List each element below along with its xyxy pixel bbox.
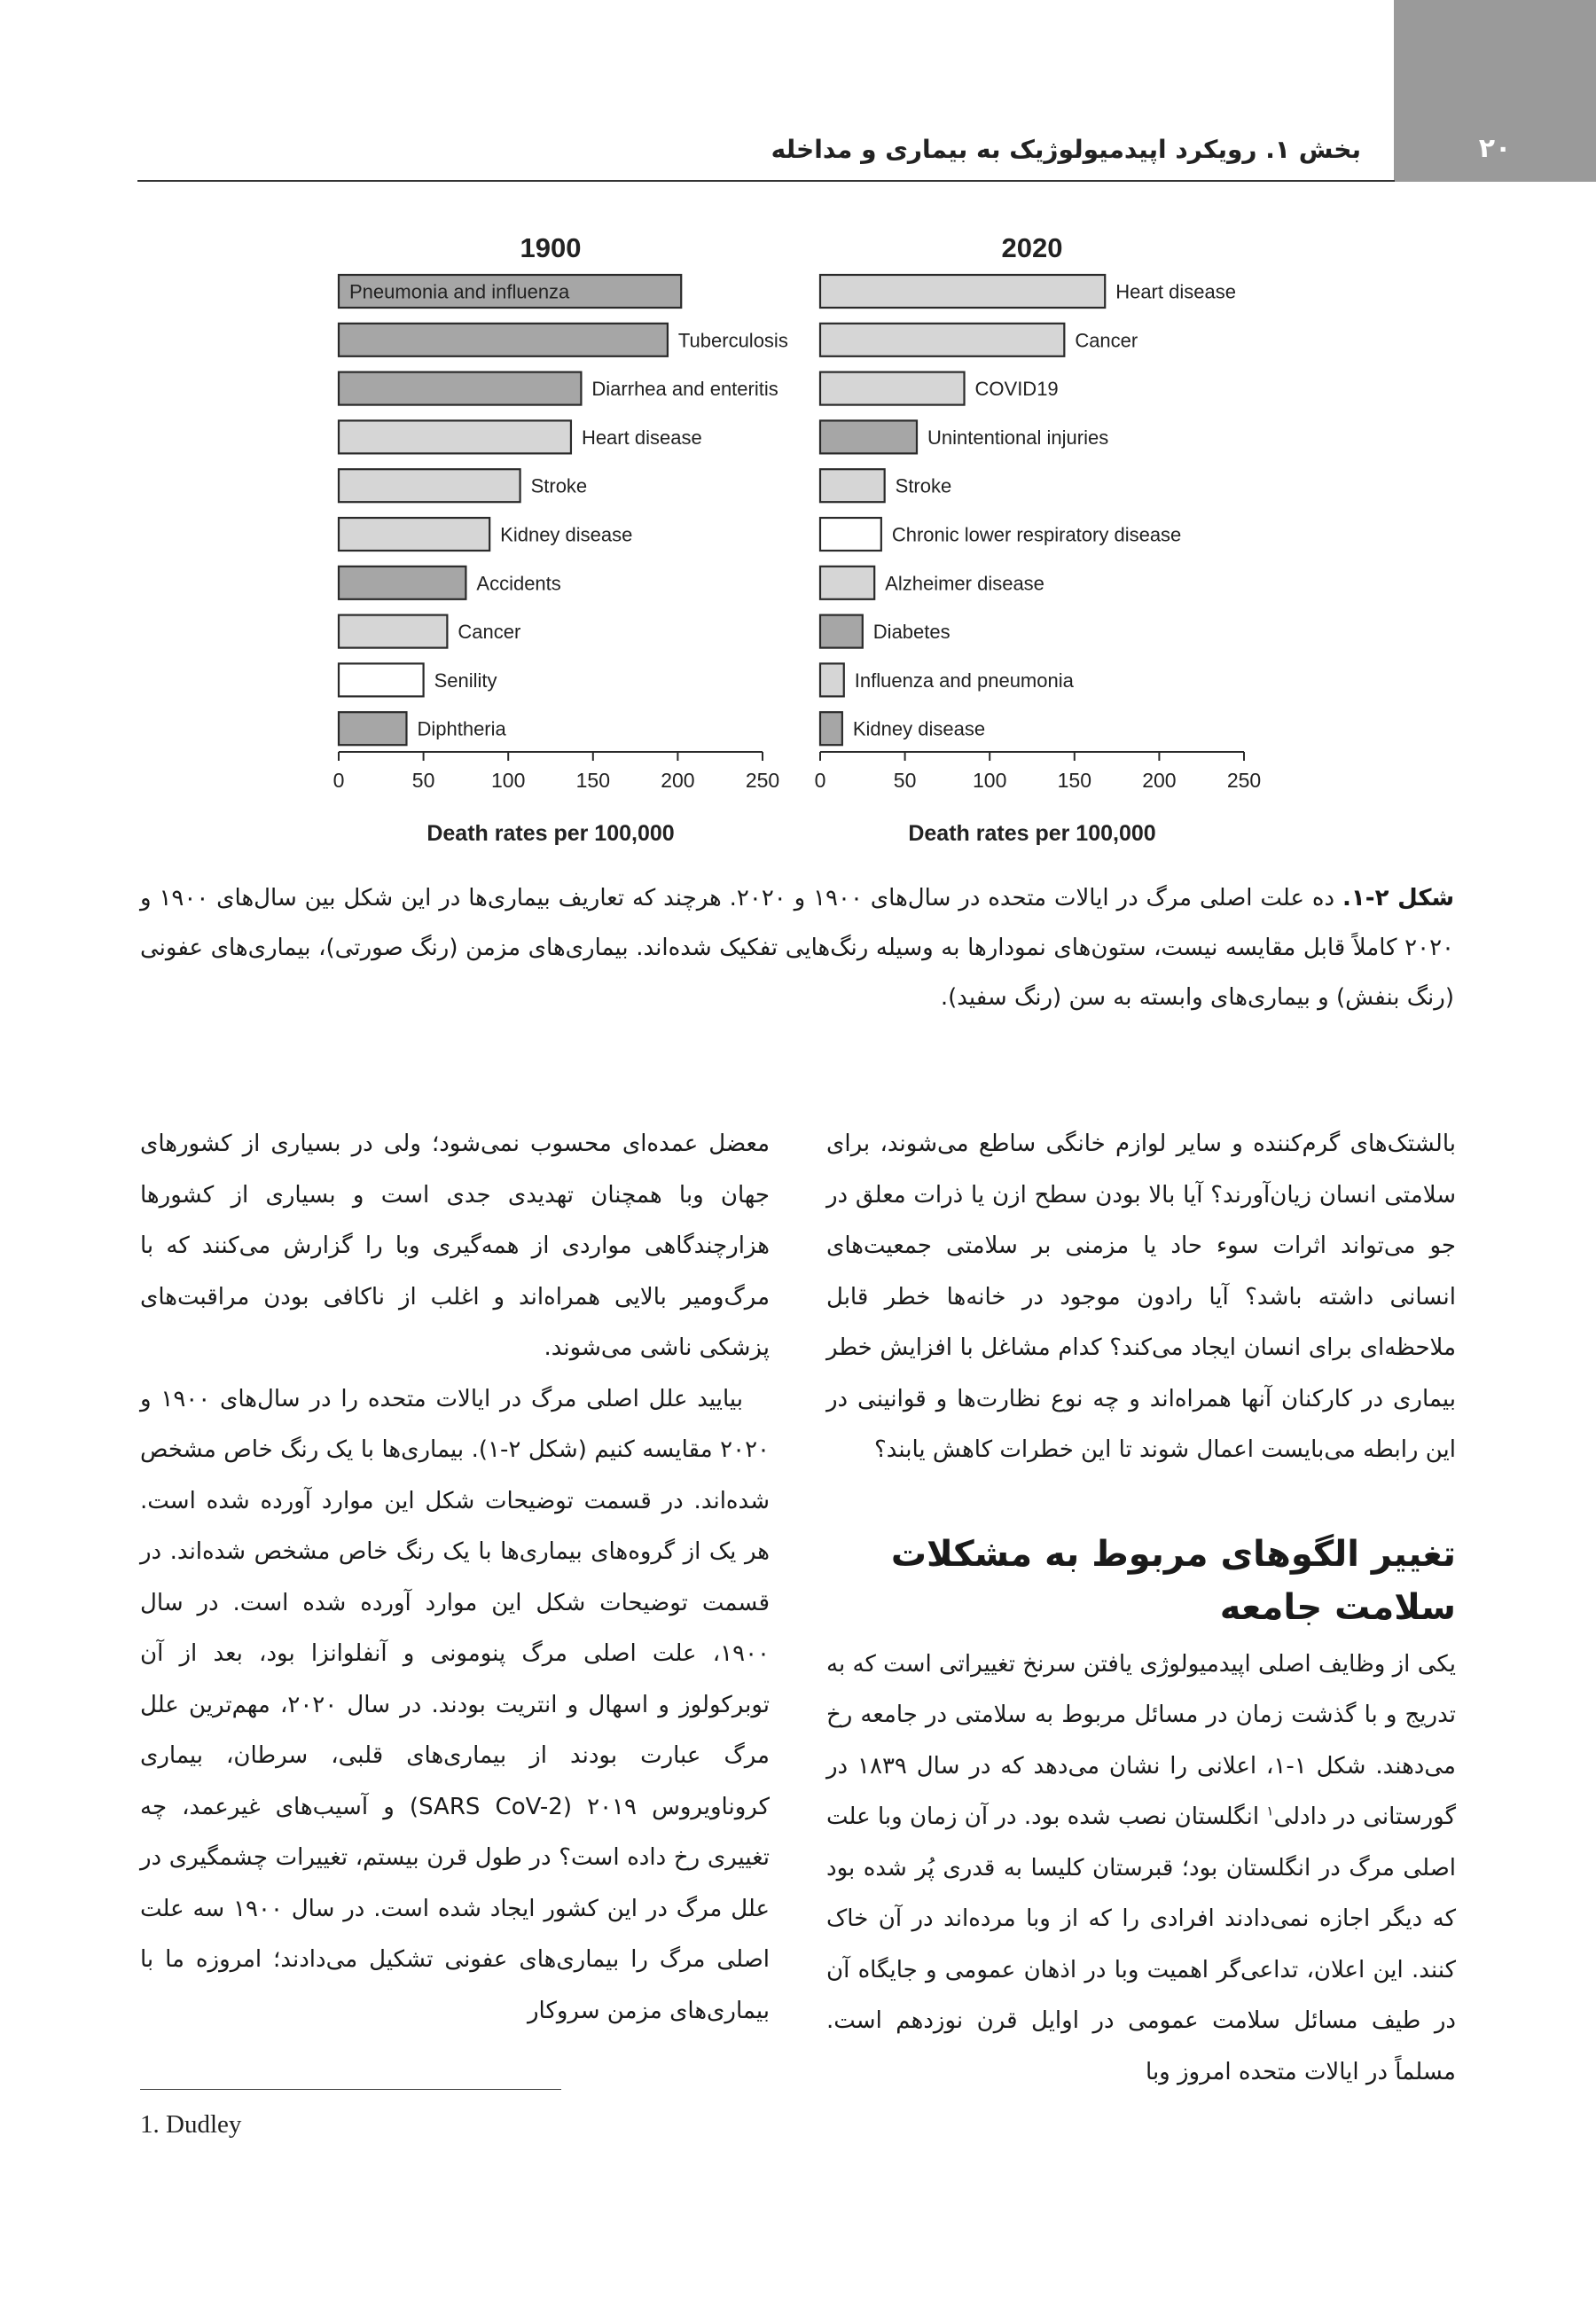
bar-label: Kidney disease (852, 717, 986, 740)
header-rule (137, 180, 1395, 182)
x-tick-label: 150 (1057, 769, 1091, 792)
x-tick-label: 200 (661, 769, 695, 792)
bar (339, 567, 466, 599)
x-tick-label: 50 (411, 769, 435, 792)
caption-label: شکل ۲-۱. (1342, 885, 1455, 911)
footnote-rule (140, 2089, 561, 2090)
bar-label: Cancer (1075, 329, 1138, 352)
bar (820, 567, 874, 599)
bar (820, 372, 965, 405)
section-heading: تغییر الگوهای مربوط به مشکلات سلامت جامعه (890, 1533, 1456, 1628)
bar (339, 372, 581, 405)
paragraph: معضل عمده‌ای محسوب نمی‌شود؛ ولی در بسیاری از کشورهای جهان وبا همچنان تهدیدی جدی است و بسیاری از کشورها هزارچندگاهی مواردی از همه‌گیری وبا را گزارش می‌کنند که با مرگ‌ومیر بالایی همراه‌اند و اغلب از ناکافی بودن مراقبت‌های پزشکی ناشی می‌شوند. (140, 1130, 770, 1361)
bar-label: Heart disease (581, 426, 702, 449)
x-tick-label: 200 (1142, 769, 1177, 792)
paragraph (826, 1639, 1456, 2099)
bar (339, 420, 571, 453)
caption-text: ده علت اصلی مرگ در ایالات متحده در سال‌های ۱۹۰۰ و ۲۰۲۰. هرچند که تعاریف بیماری‌ها در این شکل بین سال‌های ۱۹۰۰ و ۲۰۲۰ کاملاً قابل مقایسه نیست، ستون‌های نمودارها به وسیله رنگ‌هایی تفکیک شده‌اند. بیماری‌های مزمن (رنگ صورتی)، بیماری‌های عفونی (رنگ بنفش) و بیماری‌های وابسته به سن (رنگ سفید). (140, 885, 1454, 1011)
x-tick-label: 150 (575, 769, 610, 792)
x-tick-label: 100 (973, 769, 1007, 792)
bar-label: Diarrhea and enteritis (591, 378, 778, 401)
bar-label: Unintentional injuries (927, 426, 1109, 449)
x-tick-label: 50 (893, 769, 917, 792)
bar-label: Senility (434, 669, 497, 692)
bar-label: Chronic lower respiratory disease (891, 523, 1182, 546)
paragraph-text: انگلستان نصب شده بود. در آن زمان وبا علت اصلی مرگ در انگلستان بود؛ قبرستان کلیسا به قدری پُر شده بود که دیگر اجازه نمی‌دادند افرادی را که از وبا مرده‌اند در آن خاک کنند. این اعلان، تداعی‌گر اهمیت وبا در اذهان عمومی و جایگاه آن در طیف مسائل سلامت عمومی در اوایل قرن نوزدهم است. مسلماً در ایالات متحده امروز وبا (826, 1803, 1456, 2085)
x-axis-label: Death rates per 100,000 (908, 821, 1156, 846)
figure-caption (140, 873, 1454, 1022)
x-axis-label: Death rates per 100,000 (426, 821, 675, 846)
bar (339, 712, 406, 745)
bar (820, 663, 844, 696)
bar (339, 663, 424, 696)
bar-label: Pneumonia and influenza (349, 280, 570, 303)
bar-label: Influenza and pneumonia (854, 669, 1074, 692)
bar-label: COVID19 (974, 378, 1059, 401)
bar-label: Cancer (458, 621, 521, 644)
footnote: 1. Dudley (140, 2110, 242, 2139)
bar-label: Diphtheria (417, 717, 506, 740)
bar (820, 420, 917, 453)
paragraph: بالشتک‌های گرم‌کننده و سایر لوازم خانگی ساطع می‌شوند، برای سلامتی انسان زیان‌آورند؟ آیا بالا بودن سطح ازن یا ذرات معلق در جو می‌تواند اثرات سوء حاد یا مزمنی بر سلامتی جمعیت‌های انسانی داشته باشد؟ آیا رادون موجود در خانه‌ها خطر قابل ملاحظه‌ای برای انسان ایجاد می‌کند؟ کدام مشاغل با افزایش خطر بیماری در کارکنان آنها همراه‌اند و چه نوع نظارت‌ها و قوانینی در این رابطه می‌بایست اعمال شوند تا این خطرات کاهش یابند؟ (826, 1130, 1456, 1463)
bar-label: Heart disease (1115, 280, 1236, 303)
footnote-marker: ۱ (1266, 1803, 1274, 1819)
x-tick-label: 100 (491, 769, 526, 792)
x-tick-label: 0 (332, 769, 345, 792)
bar-label: Stroke (530, 474, 588, 497)
x-tick-label: 250 (1226, 769, 1262, 792)
bar-label: Alzheimer disease (885, 572, 1044, 595)
paragraph: بیایید علل اصلی مرگ در ایالات متحده را در سال‌های ۱۹۰۰ و ۲۰۲۰ مقایسه کنیم (شکل ۲-۱). بیماری‌ها با یک رنگ خاص مشخص شده‌اند. در قسمت توضیحات شکل این موارد آورده شده است. هر یک از گروه‌های بیماری‌ها با یک رنگ خاص مشخص شده‌اند. در قسمت توضیحات شکل این موارد آورده شده است. در سال ۱۹۰۰، علت اصلی مرگ پنومونی و آنفلوانزا بود، بعد از آن توبرکولوز و اسهال و انتریت بودند. در سال ۲۰۲۰، مهم‌ترین علل مرگ عبارت بودند از بیماری‌های قلبی، سرطان، بیماری کروناویروس ۲۰۱۹ (SARS CoV-2) و آسیب‌های غیرعمد، چه تغییری رخ داده است؟ در طول قرن بیستم، تغییرات چشمگیری در علل مرگ در این کشور ایجاد شده است. در سال ۱۹۰۰ سه علت اصلی مرگ را بیماری‌های عفونی تشکیل می‌دادند؛ امروزه ما با بیماری‌های مزمن سروکار (140, 1385, 771, 2024)
running-title: بخش ۱. رویکرد اپیدمیولوژیک به بیماری و مداخله (771, 135, 1361, 164)
bar-label: Accidents (476, 572, 561, 595)
bar-label: Stroke (895, 474, 952, 497)
bar (339, 615, 447, 648)
bar-label: Diabetes (872, 621, 951, 644)
chart-title-0: 1900 (520, 232, 582, 263)
bar (820, 275, 1105, 308)
text-column-right (826, 1119, 1456, 2098)
bar-label: Kidney disease (500, 523, 633, 546)
x-tick-label: 250 (745, 769, 780, 792)
figure-death-rates (319, 222, 1277, 851)
bar (339, 469, 520, 502)
x-tick-label: 0 (814, 769, 826, 792)
paragraph-text: یکی از وظایف اصلی اپیدمیولوژی یافتن سرنخ تغییراتی است که به تدریج و با گذشت زمان در مسائل مربوط به سلامتی در جامعه رخ می‌دهند. شکل ۱-۱، اعلانی را نشان می‌دهد که در سال ۱۸۳۹ در گورستانی در دادلی (826, 1650, 1456, 1830)
bar (820, 615, 863, 648)
text-column-left (140, 1119, 770, 2037)
bar (339, 518, 489, 551)
bar (820, 518, 881, 551)
bar (339, 324, 668, 356)
bar-label: Tuberculosis (677, 329, 788, 352)
bar (820, 712, 842, 745)
bar (820, 469, 885, 502)
chart-title-1: 2020 (1001, 232, 1063, 263)
death-rates-chart (319, 222, 1277, 851)
bar (820, 324, 1064, 356)
page-number: ۲۰ (1478, 133, 1512, 164)
